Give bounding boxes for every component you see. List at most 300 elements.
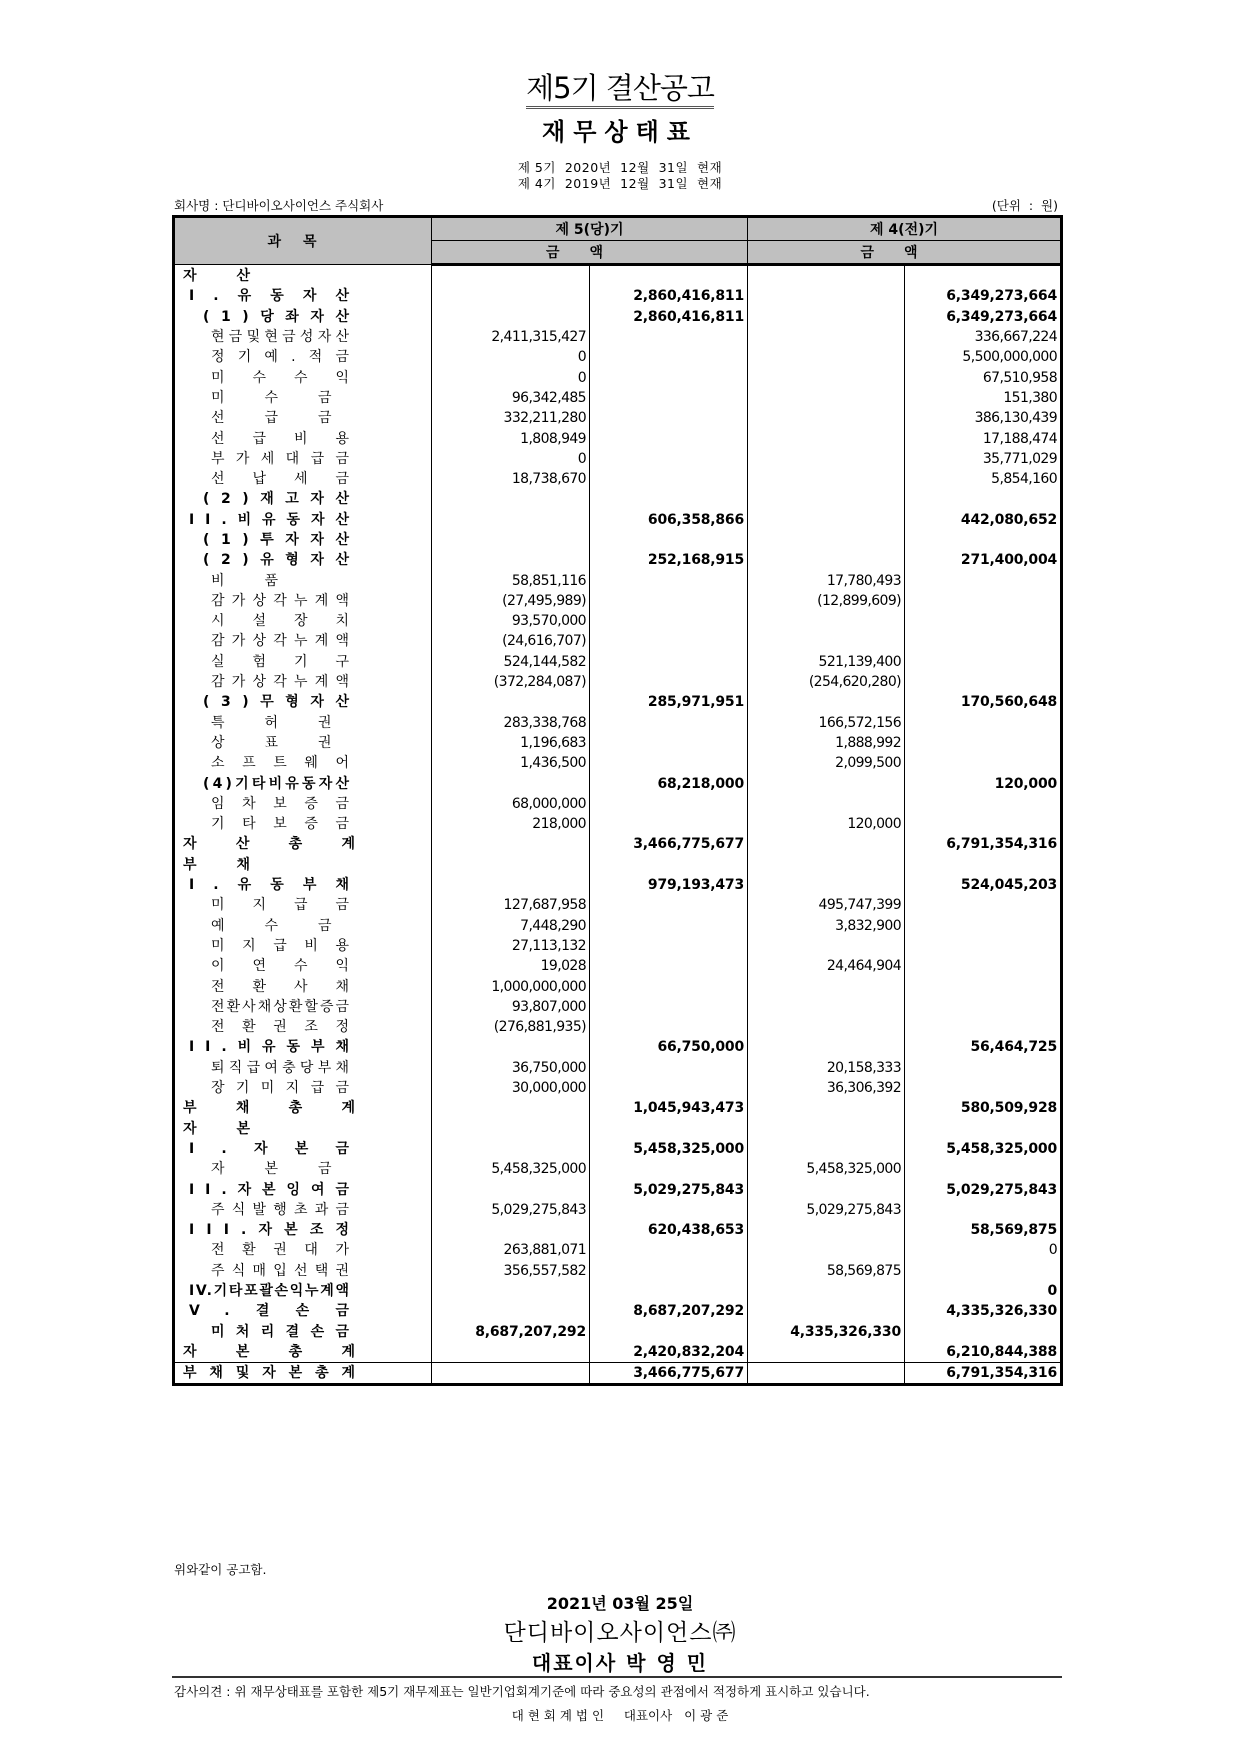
current-detail-amount: 2,411,315,427	[432, 327, 590, 347]
current-detail-amount: 0	[432, 347, 590, 367]
account-name: II.자본잉여금	[189, 1181, 360, 1198]
prior-detail-amount	[748, 1139, 905, 1159]
account-name-cell	[174, 1200, 432, 1220]
table-row	[174, 652, 1062, 672]
table-row	[174, 855, 1062, 875]
current-detail-amount	[432, 265, 590, 287]
prior-total-amount: 0	[905, 1281, 1062, 1301]
current-detail-amount	[432, 1179, 590, 1199]
current-detail-amount: 127,687,958	[432, 895, 590, 915]
prior-detail-amount: 1,888,992	[748, 733, 905, 753]
account-name: I.자본금	[189, 1140, 377, 1157]
current-period-date: 제 5기 2020년 12월 31일 현재	[517, 160, 723, 175]
prior-detail-amount: (254,620,280)	[748, 672, 905, 692]
prior-detail-amount	[748, 347, 905, 367]
prior-detail-amount	[748, 1118, 905, 1138]
prior-detail-amount	[748, 773, 905, 793]
table-row	[174, 773, 1062, 793]
issuer-name: 단디바이오사이언스㈜	[503, 1620, 737, 1646]
account-name: 감가상각누계액	[211, 633, 357, 650]
current-total-amount: 252,168,915	[590, 550, 748, 570]
current-total-amount	[590, 1017, 748, 1037]
account-name: 비품	[211, 572, 319, 589]
table-row	[174, 753, 1062, 773]
account-name-cell	[174, 449, 432, 469]
account-name: 선납세금	[211, 471, 377, 488]
prior-detail-amount: 3,832,900	[748, 916, 905, 936]
current-detail-amount	[432, 550, 590, 570]
current-detail-amount: 36,750,000	[432, 1058, 590, 1078]
account-name-cell	[174, 855, 432, 875]
prior-total-amount	[905, 1261, 1062, 1281]
statement-title: 재무상태표	[542, 118, 698, 146]
divider	[172, 1676, 1062, 1678]
prior-total-amount: 5,500,000,000	[905, 347, 1062, 367]
account-name-cell	[174, 1179, 432, 1199]
prior-detail-amount	[748, 1301, 905, 1321]
prior-detail-amount: 58,569,875	[748, 1261, 905, 1281]
account-name: 소프트웨어	[211, 755, 367, 772]
account-name-cell	[174, 672, 432, 692]
current-detail-amount	[432, 834, 590, 854]
prior-total-amount	[905, 916, 1062, 936]
prior-detail-amount	[748, 855, 905, 875]
prior-detail-amount	[748, 510, 905, 530]
account-name: 자산총계	[183, 836, 395, 853]
account-name: 전환사채	[211, 978, 377, 995]
current-detail-amount	[432, 510, 590, 530]
current-total-amount	[590, 672, 748, 692]
current-detail-amount: (372,284,087)	[432, 672, 590, 692]
table-row	[174, 1098, 1062, 1118]
account-name: IV.기타포괄손익누계액	[189, 1282, 351, 1299]
prior-detail-amount	[748, 307, 905, 327]
table-row	[174, 834, 1062, 854]
prior-total-amount	[905, 591, 1062, 611]
table-row	[174, 1281, 1062, 1301]
current-detail-amount: 1,000,000,000	[432, 976, 590, 996]
current-total-amount: 3,466,775,677	[590, 1363, 748, 1385]
prior-detail-amount: 2,099,500	[748, 753, 905, 773]
account-name-cell	[174, 997, 432, 1017]
current-total-amount	[590, 1078, 748, 1098]
table-row	[174, 997, 1062, 1017]
account-name: 미지급금	[211, 897, 377, 914]
prior-total-amount: 170,560,648	[905, 692, 1062, 712]
current-detail-amount: 8,687,207,292	[432, 1321, 590, 1341]
current-total-amount	[590, 814, 748, 834]
prior-total-amount	[905, 753, 1062, 773]
prior-total-amount	[905, 265, 1062, 287]
account-name-cell	[174, 794, 432, 814]
current-total-amount: 620,438,653	[590, 1220, 748, 1240]
current-detail-amount: 18,738,670	[432, 469, 590, 489]
account-name-cell	[174, 591, 432, 611]
prior-detail-amount	[748, 469, 905, 489]
current-total-amount	[590, 733, 748, 753]
account-name-cell	[174, 631, 432, 651]
current-total-amount	[590, 611, 748, 631]
account-name-cell	[174, 1301, 432, 1321]
current-total-amount: 979,193,473	[590, 875, 748, 895]
current-detail-amount: 68,000,000	[432, 794, 590, 814]
current-total-amount: 5,029,275,843	[590, 1179, 748, 1199]
prior-detail-amount	[748, 1037, 905, 1057]
account-name-cell	[174, 489, 432, 509]
prior-detail-amount	[748, 1017, 905, 1037]
account-name-cell	[174, 428, 432, 448]
prior-detail-amount	[748, 1342, 905, 1363]
account-name-cell	[174, 265, 432, 287]
account-name-cell	[174, 814, 432, 834]
prior-total-amount: 6,210,844,388	[905, 1342, 1062, 1363]
table-row	[174, 1179, 1062, 1199]
table-row	[174, 956, 1062, 976]
current-total-amount: 285,971,951	[590, 692, 748, 712]
prior-detail-amount: 5,458,325,000	[748, 1159, 905, 1179]
current-detail-amount: 27,113,132	[432, 936, 590, 956]
account-name: 전환권조정	[211, 1019, 367, 1036]
table-row	[174, 1058, 1062, 1078]
announcement-date: 2021년 03월 25일	[546, 1594, 694, 1613]
prior-detail-amount	[748, 449, 905, 469]
current-detail-amount	[432, 1281, 590, 1301]
account-name: 예수금	[211, 917, 372, 934]
current-total-amount	[590, 347, 748, 367]
prior-total-amount: 442,080,652	[905, 510, 1062, 530]
ceo-name: 대표이사 박 영 민	[531, 1651, 709, 1675]
account-name: 기타보증금	[211, 816, 367, 833]
account-name: 부채및자본총계	[183, 1365, 368, 1382]
table-row	[174, 692, 1062, 712]
table-row	[174, 1301, 1062, 1321]
account-name: 주식매입선택권	[211, 1262, 357, 1279]
account-name: (2)유형자산	[203, 552, 361, 569]
account-name: I.유동부채	[189, 877, 369, 894]
current-total-amount	[590, 997, 748, 1017]
account-name-cell	[174, 1037, 432, 1057]
account-name: 정기예.적금	[211, 349, 363, 366]
balance-sheet-table	[172, 215, 1063, 1386]
current-detail-amount: 7,448,290	[432, 916, 590, 936]
current-detail-amount: 96,342,485	[432, 388, 590, 408]
account-name-cell	[174, 652, 432, 672]
current-total-amount	[590, 428, 748, 448]
table-row	[174, 1017, 1062, 1037]
current-total-amount	[590, 956, 748, 976]
current-detail-amount	[432, 1098, 590, 1118]
table-row	[174, 469, 1062, 489]
prior-total-amount: 386,130,439	[905, 408, 1062, 428]
account-name-cell	[174, 1058, 432, 1078]
current-detail-amount	[432, 855, 590, 875]
table-row	[174, 733, 1062, 753]
current-detail-amount: 93,570,000	[432, 611, 590, 631]
current-total-amount: 8,687,207,292	[590, 1301, 748, 1321]
current-detail-amount: 1,436,500	[432, 753, 590, 773]
prior-total-amount: 151,380	[905, 388, 1062, 408]
table-row	[174, 449, 1062, 469]
current-detail-amount	[432, 692, 590, 712]
current-total-amount	[590, 591, 748, 611]
account-name-cell	[174, 773, 432, 793]
table-row	[174, 713, 1062, 733]
prior-total-amount: 5,854,160	[905, 469, 1062, 489]
prior-total-amount	[905, 855, 1062, 875]
prior-total-amount: 120,000	[905, 773, 1062, 793]
prior-total-amount	[905, 733, 1062, 753]
table-body	[174, 265, 1062, 1385]
current-detail-amount: 19,028	[432, 956, 590, 976]
prior-total-amount	[905, 1159, 1062, 1179]
current-detail-amount	[432, 1342, 590, 1363]
account-name-cell	[174, 1363, 432, 1385]
account-name: 미수금	[211, 389, 372, 406]
account-name-cell	[174, 976, 432, 996]
table-row	[174, 976, 1062, 996]
table-row	[174, 1261, 1062, 1281]
account-name-cell	[174, 1078, 432, 1098]
prior-detail-amount	[748, 327, 905, 347]
prior-total-amount: 6,791,354,316	[905, 834, 1062, 854]
prior-detail-amount	[748, 388, 905, 408]
prior-total-amount: 56,464,725	[905, 1037, 1062, 1057]
account-name-cell	[174, 875, 432, 895]
prior-total-amount: 271,400,004	[905, 550, 1062, 570]
table-row	[174, 916, 1062, 936]
table-header	[174, 217, 1062, 265]
current-detail-amount: 58,851,116	[432, 570, 590, 590]
table-row	[174, 408, 1062, 428]
prior-total-amount	[905, 611, 1062, 631]
prior-detail-amount: 36,306,392	[748, 1078, 905, 1098]
current-detail-amount: 263,881,071	[432, 1240, 590, 1260]
account-name: 이연수익	[211, 958, 377, 975]
table-row	[174, 1159, 1062, 1179]
prior-total-amount	[905, 895, 1062, 915]
account-name-cell	[174, 1017, 432, 1037]
current-total-amount	[590, 570, 748, 590]
account-name: 미수수익	[211, 369, 377, 386]
table-row	[174, 1342, 1062, 1363]
account-name: 퇴직급여충당부채	[211, 1059, 354, 1076]
current-detail-amount: 283,338,768	[432, 713, 590, 733]
current-detail-amount	[432, 875, 590, 895]
account-name-cell	[174, 1118, 432, 1138]
account-name-cell	[174, 327, 432, 347]
account-name: 자산	[183, 267, 291, 284]
account-name: I.유동자산	[189, 288, 369, 305]
current-detail-amount: 5,029,275,843	[432, 1200, 590, 1220]
prior-total-amount	[905, 814, 1062, 834]
current-detail-amount	[432, 307, 590, 327]
account-name: 부가세대급금	[211, 450, 361, 467]
account-name: 자본총계	[183, 1343, 395, 1360]
prior-total-amount	[905, 956, 1062, 976]
prior-total-amount	[905, 1058, 1062, 1078]
prior-detail-amount: 120,000	[748, 814, 905, 834]
prior-total-amount	[905, 1321, 1062, 1341]
prior-detail-amount	[748, 1179, 905, 1199]
account-name-cell	[174, 1261, 432, 1281]
prior-detail-amount	[748, 997, 905, 1017]
account-name: 감가상각누계액	[211, 674, 357, 691]
account-name: II.비유동자산	[189, 511, 360, 528]
table-row	[174, 1240, 1062, 1260]
prior-detail-amount: (12,899,609)	[748, 591, 905, 611]
prior-total-amount: 580,509,928	[905, 1098, 1062, 1118]
announcement-note: 위와같이 공고함.	[174, 1562, 267, 1577]
prior-total-amount: 524,045,203	[905, 875, 1062, 895]
table-row	[174, 631, 1062, 651]
current-total-amount	[590, 489, 748, 509]
account-name-cell	[174, 1159, 432, 1179]
current-total-amount: 2,420,832,204	[590, 1342, 748, 1363]
account-name-cell	[174, 834, 432, 854]
table-row	[174, 347, 1062, 367]
prior-total-amount	[905, 631, 1062, 651]
prior-total-amount: 336,667,224	[905, 327, 1062, 347]
current-detail-amount: 1,808,949	[432, 428, 590, 448]
prior-total-amount	[905, 997, 1062, 1017]
account-name-cell	[174, 753, 432, 773]
prior-detail-amount	[748, 1240, 905, 1260]
prior-detail-amount	[748, 286, 905, 306]
table-row	[174, 286, 1062, 306]
account-name: 부채총계	[183, 1100, 395, 1117]
account-name: 장기미지급금	[211, 1080, 361, 1097]
prior-total-amount	[905, 1200, 1062, 1220]
current-detail-amount	[432, 1139, 590, 1159]
prior-detail-amount: 24,464,904	[748, 956, 905, 976]
account-name: 임차보증금	[211, 795, 367, 812]
prior-detail-amount	[748, 976, 905, 996]
current-total-amount	[590, 388, 748, 408]
account-name-cell	[174, 895, 432, 915]
current-total-amount	[590, 1159, 748, 1179]
prior-total-amount	[905, 713, 1062, 733]
table-row	[174, 367, 1062, 387]
current-detail-amount: (27,495,989)	[432, 591, 590, 611]
current-detail-amount	[432, 1363, 590, 1385]
current-detail-amount	[432, 286, 590, 306]
prior-total-amount	[905, 1017, 1062, 1037]
current-total-amount	[590, 469, 748, 489]
current-detail-amount: 218,000	[432, 814, 590, 834]
account-name-cell	[174, 692, 432, 712]
prior-detail-amount: 20,158,333	[748, 1058, 905, 1078]
current-total-amount	[590, 1321, 748, 1341]
prior-detail-amount: 17,780,493	[748, 570, 905, 590]
current-total-amount	[590, 976, 748, 996]
account-column-header: 과목	[174, 217, 432, 265]
prior-detail-amount	[748, 794, 905, 814]
current-total-amount: 3,466,775,677	[590, 834, 748, 854]
account-name: II.비유동부채	[189, 1039, 360, 1056]
table-row	[174, 307, 1062, 327]
table-row	[174, 550, 1062, 570]
prior-detail-amount: 4,335,326,330	[748, 1321, 905, 1341]
account-name: 주식발행초과금	[211, 1201, 357, 1218]
current-total-amount	[590, 1200, 748, 1220]
prior-total-amount: 0	[905, 1240, 1062, 1260]
account-name-cell	[174, 1139, 432, 1159]
prior-detail-amount	[748, 408, 905, 428]
account-name: 미지급비용	[211, 937, 367, 954]
current-detail-amount: (24,616,707)	[432, 631, 590, 651]
audit-opinion: 감사의견 : 위 재무상태표를 포함한 제5기 재무제표는 일반기업회계기준에 따라 중요성의 관점에서 적정하게 표시하고 있습니다.	[174, 1684, 870, 1699]
current-total-amount: 66,750,000	[590, 1037, 748, 1057]
current-detail-amount: 1,196,683	[432, 733, 590, 753]
account-name-cell	[174, 388, 432, 408]
account-name: 상표권	[211, 734, 372, 751]
current-total-amount	[590, 530, 748, 550]
current-total-amount	[590, 327, 748, 347]
table-row	[174, 814, 1062, 834]
current-detail-amount: 0	[432, 367, 590, 387]
table-row	[174, 936, 1062, 956]
current-detail-amount	[432, 1037, 590, 1057]
current-total-amount	[590, 895, 748, 915]
account-name: (3)무형자산	[203, 694, 361, 711]
account-name: (1)투자자산	[203, 532, 361, 548]
table-row	[174, 489, 1062, 509]
account-name: 부채	[183, 856, 291, 873]
prior-detail-amount	[748, 530, 905, 550]
prior-total-amount: 17,188,474	[905, 428, 1062, 448]
account-name-cell	[174, 1321, 432, 1341]
current-total-amount	[590, 855, 748, 875]
prior-detail-amount	[748, 1098, 905, 1118]
account-name-cell	[174, 1342, 432, 1363]
prior-detail-amount: 5,029,275,843	[748, 1200, 905, 1220]
current-detail-amount	[432, 1220, 590, 1240]
prior-total-amount: 58,569,875	[905, 1220, 1062, 1240]
announcement-title	[0, 66, 1240, 107]
account-name: 현금및현금성자산	[211, 329, 354, 346]
current-detail-amount	[432, 773, 590, 793]
current-detail-amount: 5,458,325,000	[432, 1159, 590, 1179]
prior-total-amount	[905, 976, 1062, 996]
current-period-header: 제 5(당)기	[432, 217, 748, 241]
prior-total-amount	[905, 936, 1062, 956]
prior-total-amount	[905, 672, 1062, 692]
prior-detail-amount	[748, 834, 905, 854]
current-total-amount	[590, 1281, 748, 1301]
prior-total-amount	[905, 530, 1062, 550]
account-name: 전환사채상환할증금	[211, 998, 352, 1015]
table-row	[174, 265, 1062, 287]
current-total-amount	[590, 794, 748, 814]
account-name: 전환권대가	[211, 1242, 367, 1259]
table-row	[174, 1200, 1062, 1220]
prior-detail-amount	[748, 367, 905, 387]
account-name-cell	[174, 347, 432, 367]
account-name-cell	[174, 286, 432, 306]
current-total-amount	[590, 631, 748, 651]
prior-period-header: 제 4(전)기	[748, 217, 1062, 241]
table-row	[174, 591, 1062, 611]
prior-amount-header: 금액	[748, 241, 1062, 265]
account-name-cell	[174, 1098, 432, 1118]
prior-total-amount	[905, 652, 1062, 672]
table-row	[174, 1118, 1062, 1138]
current-detail-amount: 356,557,582	[432, 1261, 590, 1281]
auditor-signature: 대 현 회 계 법 인 대표이사 이 광 준	[511, 1708, 729, 1723]
current-detail-amount: (276,881,935)	[432, 1017, 590, 1037]
prior-total-amount: 6,349,273,664	[905, 286, 1062, 306]
account-name: 미처리결손금	[211, 1323, 361, 1340]
